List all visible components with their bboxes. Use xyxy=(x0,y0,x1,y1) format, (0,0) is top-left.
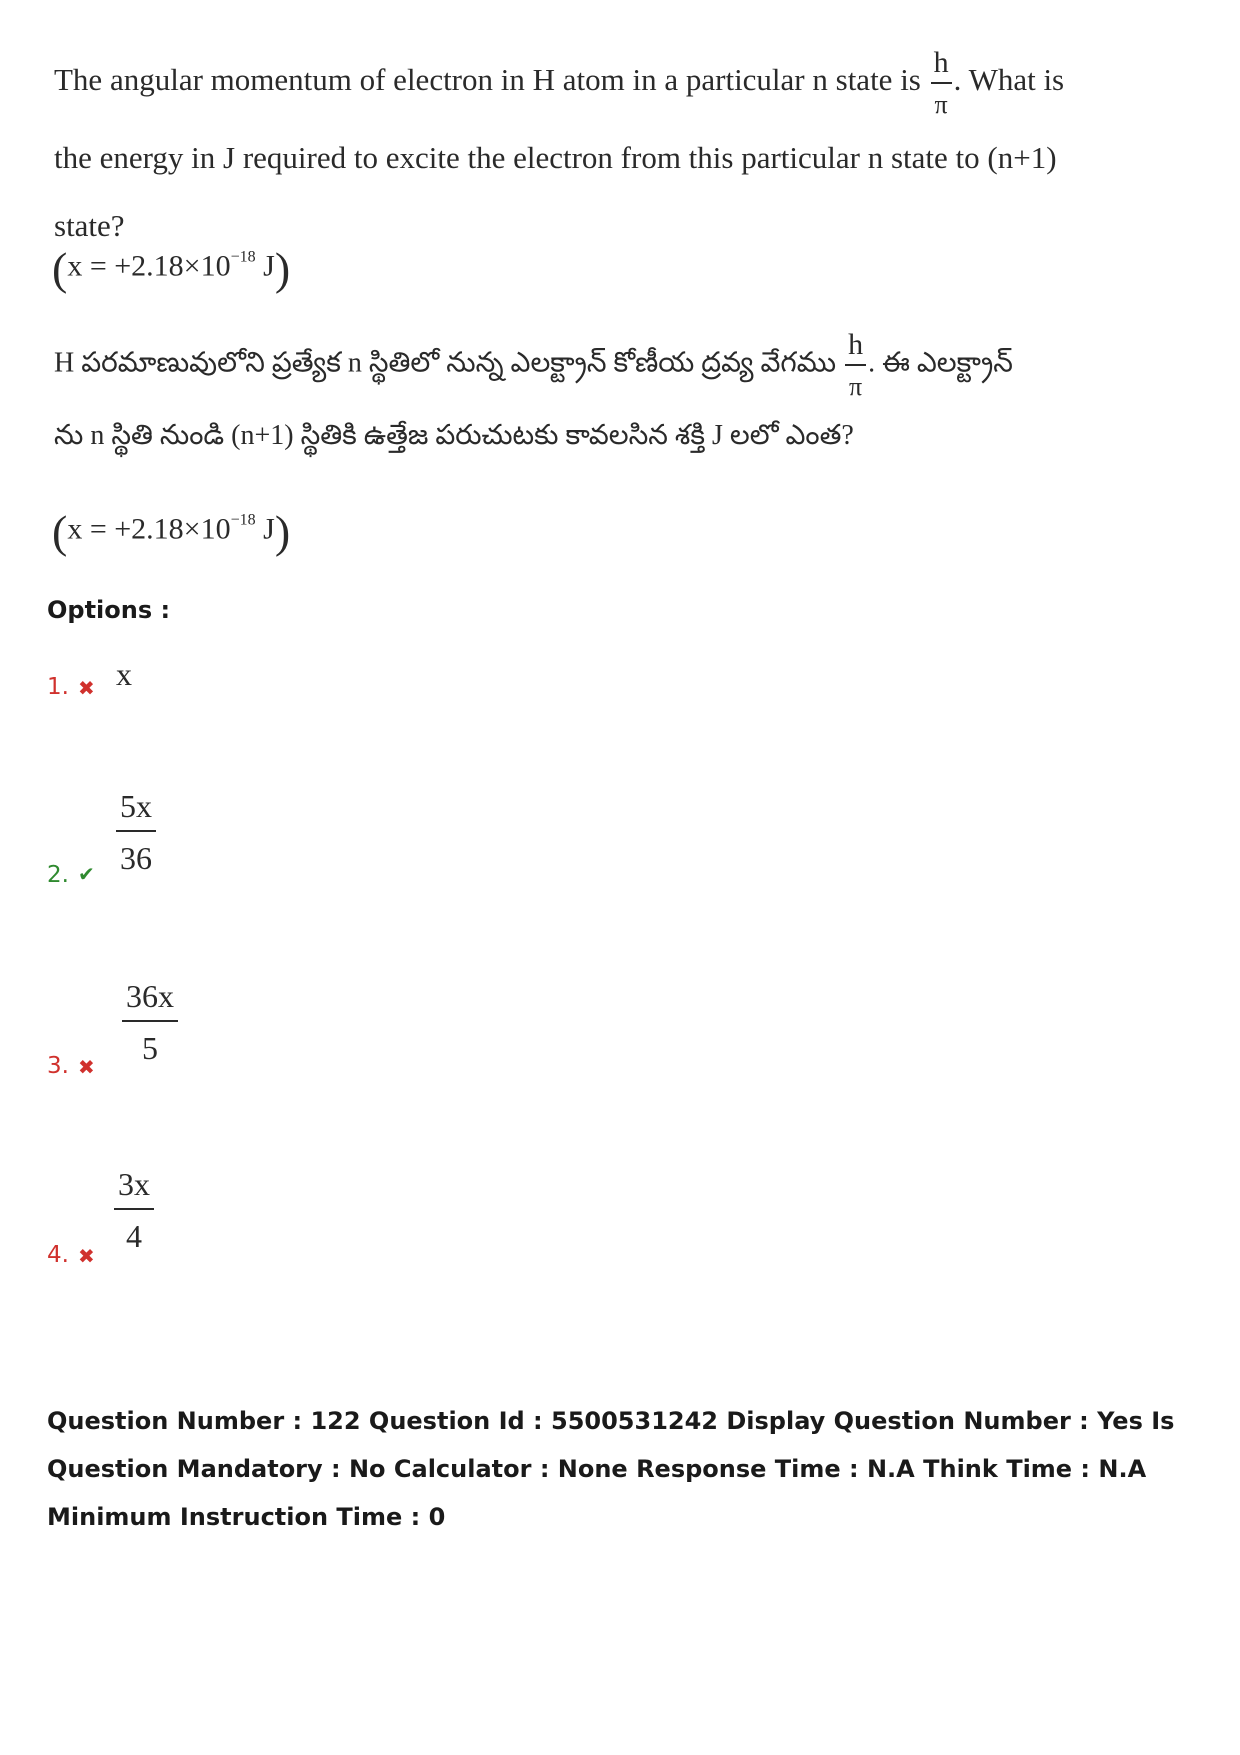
h-over-pi-fraction-telugu xyxy=(845,330,866,400)
options-label: Options : xyxy=(47,596,171,624)
option-1-number: 1. xyxy=(47,674,69,700)
fraction-denominator: π xyxy=(848,372,863,401)
question-text-telugu: H పరమాణువులోని ప్రత్యేక n స్థితిలో నున్న ఎలక్ట్రాన్ కోణీయ ద్రవ్య వేగము xyxy=(54,347,837,379)
given-unit: J xyxy=(255,512,275,546)
fraction-numerator: h xyxy=(931,48,952,84)
question-english-line2: the energy in J required to excite the electron from this particular n state to (n+1) xyxy=(54,140,1057,175)
wrong-mark-icon: ✖ xyxy=(78,676,95,700)
option-3-numerator: 36x xyxy=(122,980,178,1022)
option-4-fraction xyxy=(114,1168,154,1252)
option-1-value xyxy=(116,658,132,690)
given-expression: x = +2.18×10 xyxy=(67,249,231,283)
h-over-pi-fraction xyxy=(931,45,952,119)
option-2-fraction xyxy=(116,790,156,874)
given-value-english: ($x = +2.18\times 10^{-18}$ J) xyxy=(52,243,291,294)
option-4-number: 4. xyxy=(47,1242,69,1268)
given-exponent: −18 xyxy=(230,248,256,266)
option-3-number: 3. xyxy=(47,1053,69,1079)
question-metadata: Question Number : 122 Question Id : 5500531242 Display Question Number : Yes Is Question Mandatory : No Calculator : None Response Time : N.A Think Time : N.A Minimum Instruction Time : 0 xyxy=(47,1407,1175,1531)
given-expression: x = +2.18×10 xyxy=(67,512,231,546)
option-2-number: 2. xyxy=(47,862,69,888)
question-english-line3: state? xyxy=(54,208,125,243)
option-1-numerator: x xyxy=(116,656,132,692)
option-4-denominator: 4 xyxy=(126,1218,142,1254)
option-2-numerator: 5x xyxy=(116,790,156,832)
question-telugu-line1 xyxy=(54,330,1013,400)
question-text: The angular momentum of electron in H atom in a particular n state is xyxy=(54,62,921,97)
question-text: . What is xyxy=(953,62,1065,97)
given-value-telugu: ($x = +2.18\times 10^{-18}$ J) xyxy=(52,506,291,557)
correct-mark-icon: ✔ xyxy=(78,862,95,886)
wrong-mark-icon: ✖ xyxy=(78,1244,95,1268)
question-telugu-line2: ను n స్థితి నుండి (n+1) స్థితికి ఉత్తేజ పరుచుటకు కావలసిన శక్తి J లలో ఎంత? xyxy=(54,420,854,451)
option-2-denominator: 36 xyxy=(120,840,152,876)
question-text-telugu: . ఈ ఎలక్ట్రాన్ xyxy=(868,347,1013,379)
given-exponent: −18 xyxy=(230,511,256,529)
option-3-fraction xyxy=(122,980,178,1064)
option-4-numerator: 3x xyxy=(114,1168,154,1210)
fraction-denominator: π xyxy=(934,89,948,119)
wrong-mark-icon: ✖ xyxy=(78,1055,95,1079)
given-unit: J xyxy=(255,249,275,283)
question-english-line1 xyxy=(54,46,1064,118)
option-3-denominator: 5 xyxy=(142,1030,158,1066)
fraction-numerator: h xyxy=(845,330,866,366)
